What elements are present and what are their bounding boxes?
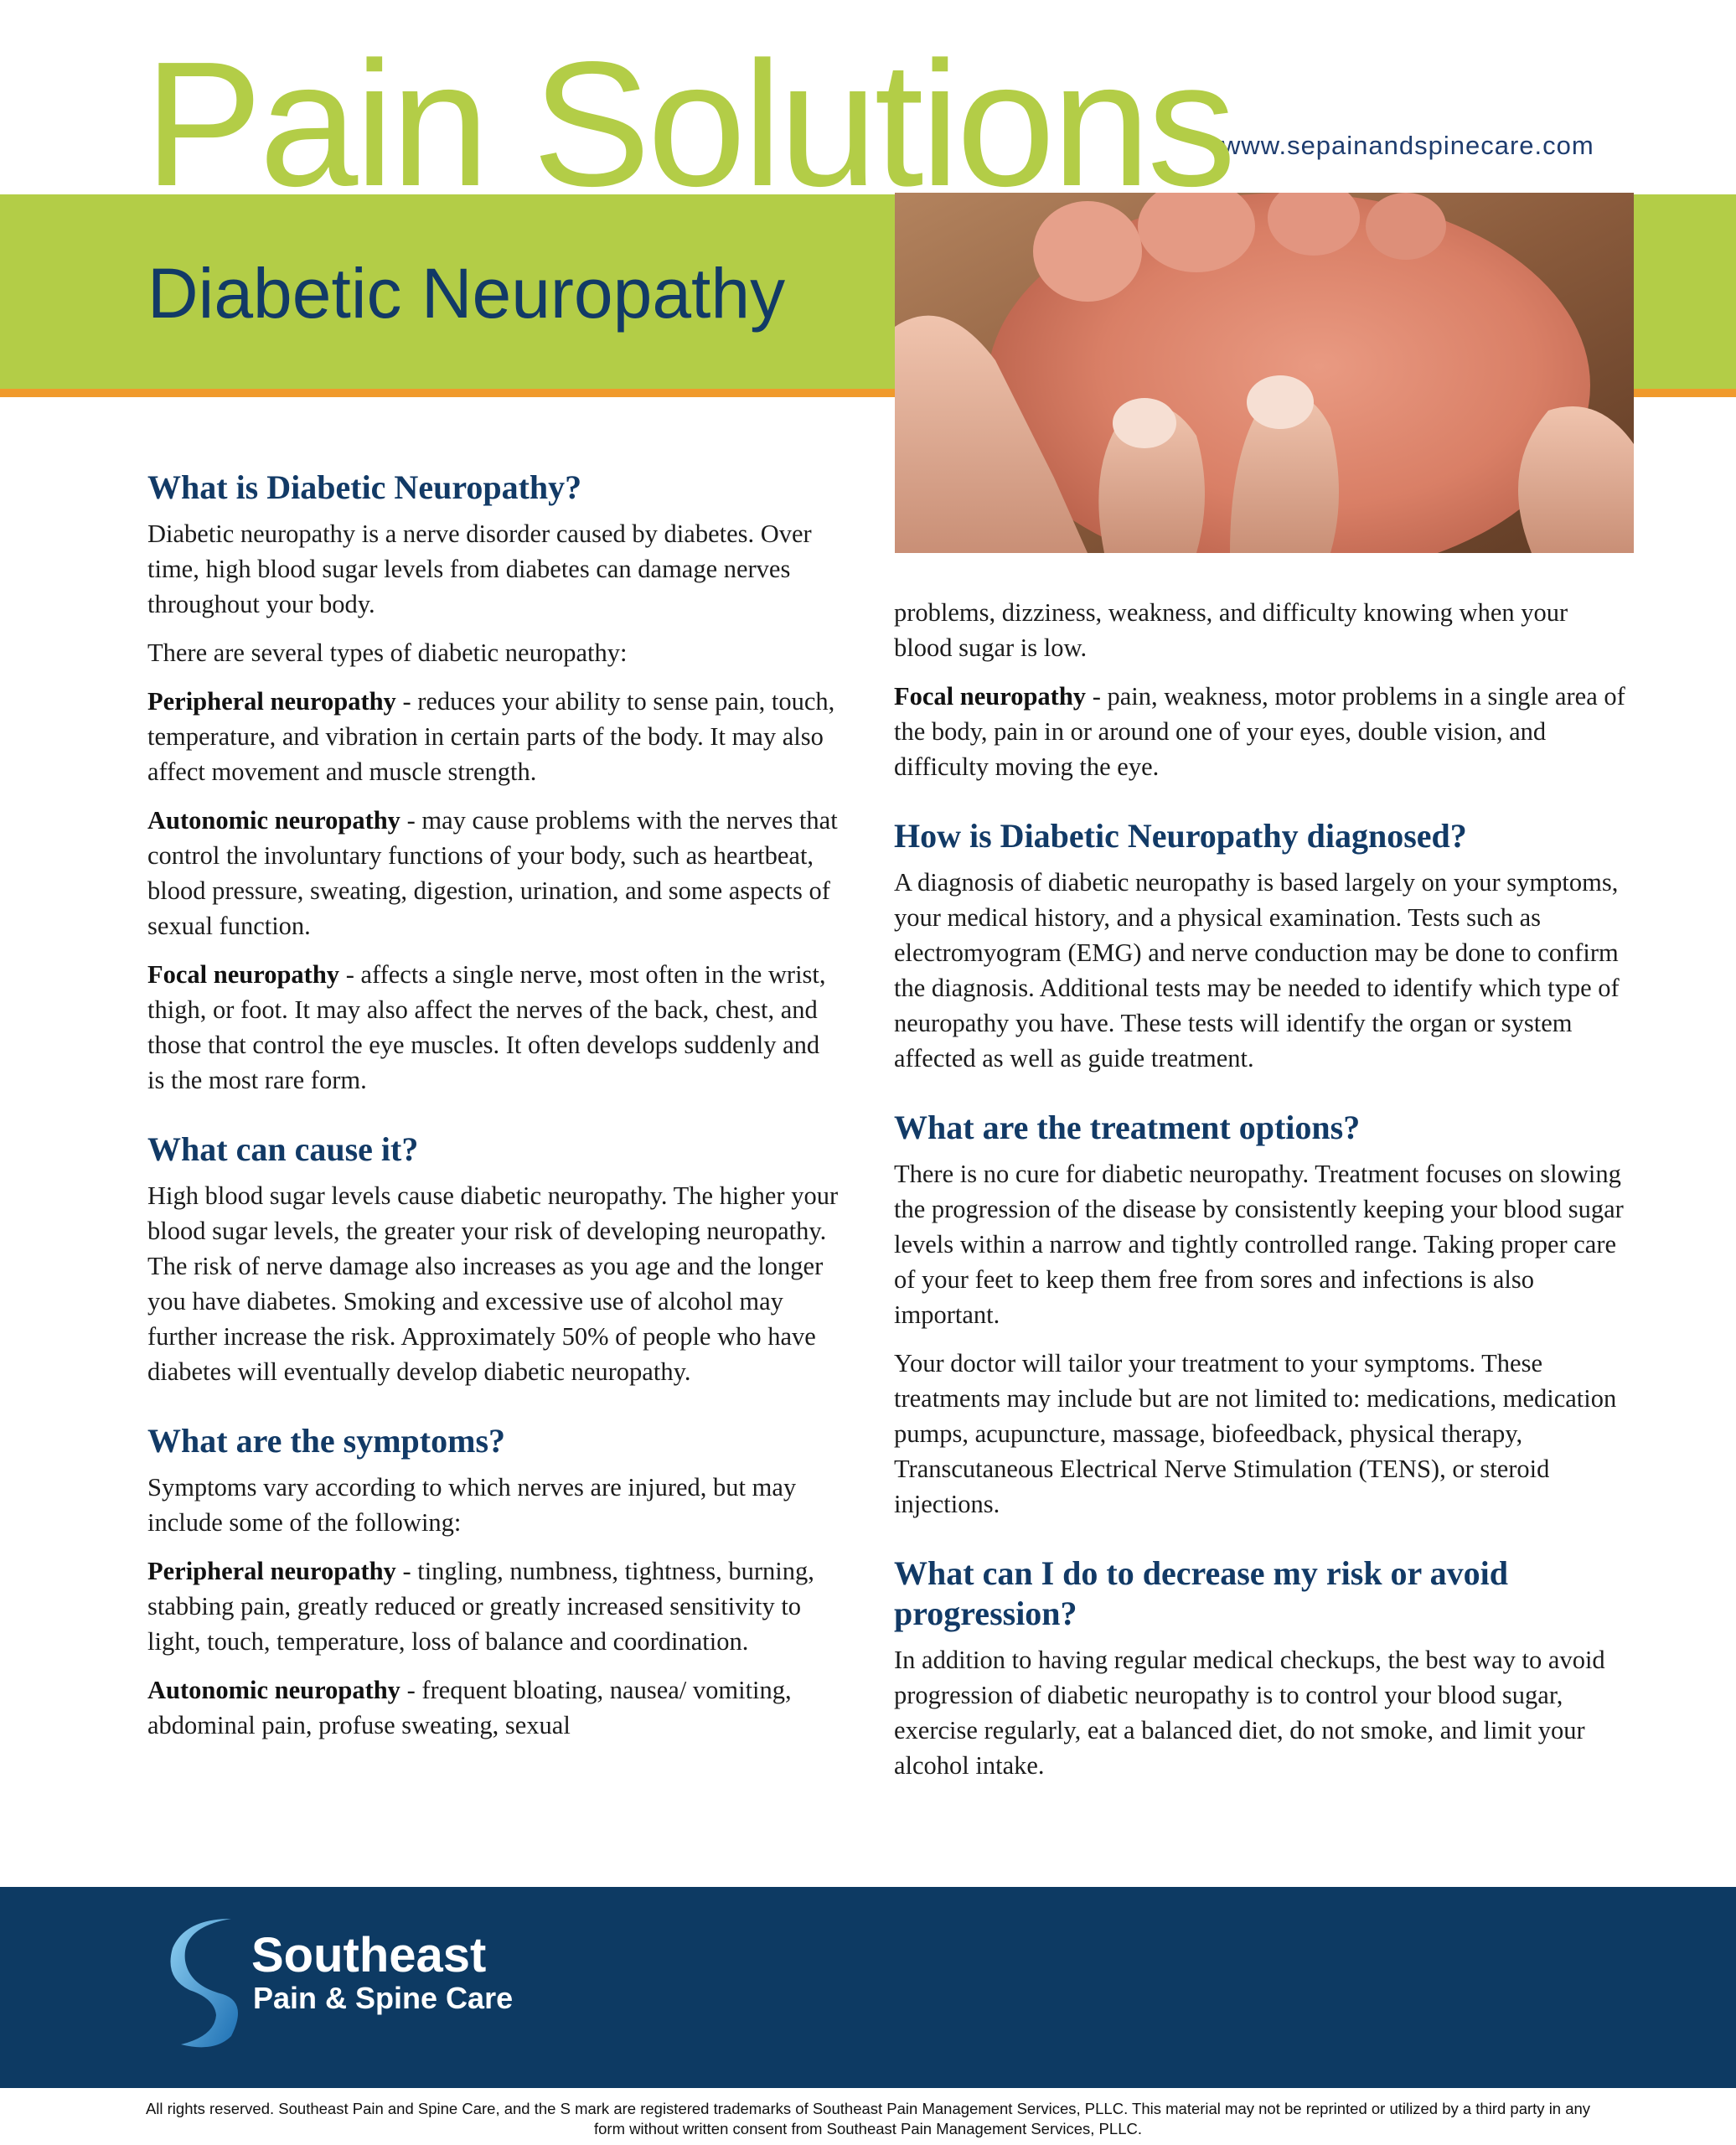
page-subtitle: Diabetic Neuropathy <box>147 254 786 333</box>
peripheral-definition <box>147 684 843 789</box>
autonomic-symptoms-text: - frequent bloating, nausea/ vomiting, abdominal pain, profuse sweating, sexual <box>147 1676 792 1739</box>
heading-diagnosed: How is Diabetic Neuropathy diagnosed? <box>894 817 1467 855</box>
heading-what-is: What is Diabetic Neuropathy? <box>147 468 582 506</box>
what-is-paragraph: Diabetic neuropathy is a nerve disorder caused by diabetes. Over time, high blood sugar levels from diabetes can damage nerves throughout your body. <box>147 519 812 618</box>
treatment-paragraph-1: There is no cure for diabetic neuropathy. Treatment focuses on slowing the progression of the disease by consistently keeping your blood sugar levels within a narrow and tightly controlled range. Taking proper care of your feet to keep them free from sores and infections is also important. <box>894 1160 1624 1329</box>
logo-company-subtitle: Pain & Spine Care <box>253 1981 514 2015</box>
cause-paragraph: High blood sugar levels cause diabetic neuropathy. The higher your blood sugar levels, the greater your risk of developing neuropathy. The risk of nerve damage also increases as you age and the longer you have diabetes. Smoking and excessive use of alcohol may further increase the risk. Approximately 50% of people who have diabetes will eventually develop diabetic neuropathy. <box>147 1181 839 1386</box>
heading-treatment: What are the treatment options? <box>894 1109 1361 1146</box>
peripheral-label: Peripheral neuropathy <box>147 687 396 716</box>
autonomic-symptoms-label: Autonomic neuropathy <box>147 1676 400 1704</box>
legal-notice: All rights reserved. Southeast Pain and Spine Care, and the S mark are registered trademarks of Southeast Pain Management Services, PLLC. This material may not be reprinted or utilized by a third party in any form without written consent from Southeast Pain Management Services, PLLC. <box>145 2100 1591 2137</box>
autonomic-label: Autonomic neuropathy <box>147 806 400 835</box>
focal-label: Focal neuropathy <box>147 960 340 989</box>
symptoms-intro: Symptoms vary according to which nerves are injured, but may include some of the following: <box>147 1473 797 1537</box>
types-intro: There are several types of diabetic neuropathy: <box>147 638 628 667</box>
autonomic-symptoms-continued: problems, dizziness, weakness, and difficulty knowing when your blood sugar is low. <box>894 598 1568 662</box>
heading-cause: What can cause it? <box>147 1130 419 1168</box>
right-column <box>894 595 1631 1796</box>
brand-title: Pain Solutions <box>144 24 1233 223</box>
diagnosed-paragraph: A diagnosis of diabetic neuropathy is based largely on your symptoms, your medical history, and a physical examination. Tests such as electromyogram (EMG) and nerve conduction may be done to confirm the diagnosis. Additional tests may be needed to identify which type of neuropathy you have. These tests will identify the organ or system affected as well as guide treatment. <box>894 868 1620 1072</box>
website-url[interactable]: www.sepainandspinecare.com <box>1222 131 1594 160</box>
treatment-paragraph-2: Your doctor will tailor your treatment to your symptoms. These treatments may include but are not limited to: medications, medication pumps, acupuncture, massage, biofeedback, physical therapy, Transcutaneous Electrical Nerve Stimulation (TENS), or steroid injections. <box>894 1349 1617 1518</box>
peripheral-symptoms-label: Peripheral neuropathy <box>147 1557 396 1585</box>
focal-symptoms <box>894 679 1631 784</box>
focal-text: - affects a single nerve, most often in the wrist, thigh, or foot. It may also affect the nerves of the back, chest, and those that control the eye muscles. It often develops suddenly and is the most rare form. <box>147 960 826 1094</box>
risk-paragraph: In addition to having regular medical checkups, the best way to avoid progression of diabetic neuropathy is to control your blood sugar, exercise regularly, eat a balanced diet, do not smoke, and limit your alcohol intake. <box>894 1646 1605 1780</box>
peripheral-text: - reduces your ability to sense pain, touch, temperature, and vibration in certain parts of the body. It may also affect movement and muscle strength. <box>147 687 835 786</box>
heading-symptoms: What are the symptoms? <box>147 1422 506 1460</box>
peripheral-symptoms-text: - tingling, numbness, tightness, burning, stabbing pain, greatly reduced or greatly increased sensitivity to light, touch, temperature, loss of balance and coordination. <box>147 1557 814 1656</box>
autonomic-definition <box>147 803 843 943</box>
autonomic-text: - may cause problems with the nerves that control the involuntary functions of your body, such as heartbeat, blood pressure, sweating, digestion, urination, and some aspects of sexual function. <box>147 806 838 940</box>
foot-massage-photo <box>895 193 1634 553</box>
focal-symptoms-text: - pain, weakness, motor problems in a single area of the body, pain in or around one of your eyes, double vision, and difficulty moving the eye. <box>894 682 1625 781</box>
focal-symptoms-label: Focal neuropathy <box>894 682 1087 711</box>
autonomic-symptoms <box>147 1672 843 1743</box>
focal-definition <box>147 957 843 1098</box>
logo-company-name: Southeast <box>251 1928 487 1982</box>
peripheral-symptoms <box>147 1553 843 1659</box>
heading-risk: What can I do to decrease my risk or avoid progression? <box>894 1554 1508 1632</box>
left-column <box>147 468 843 1756</box>
